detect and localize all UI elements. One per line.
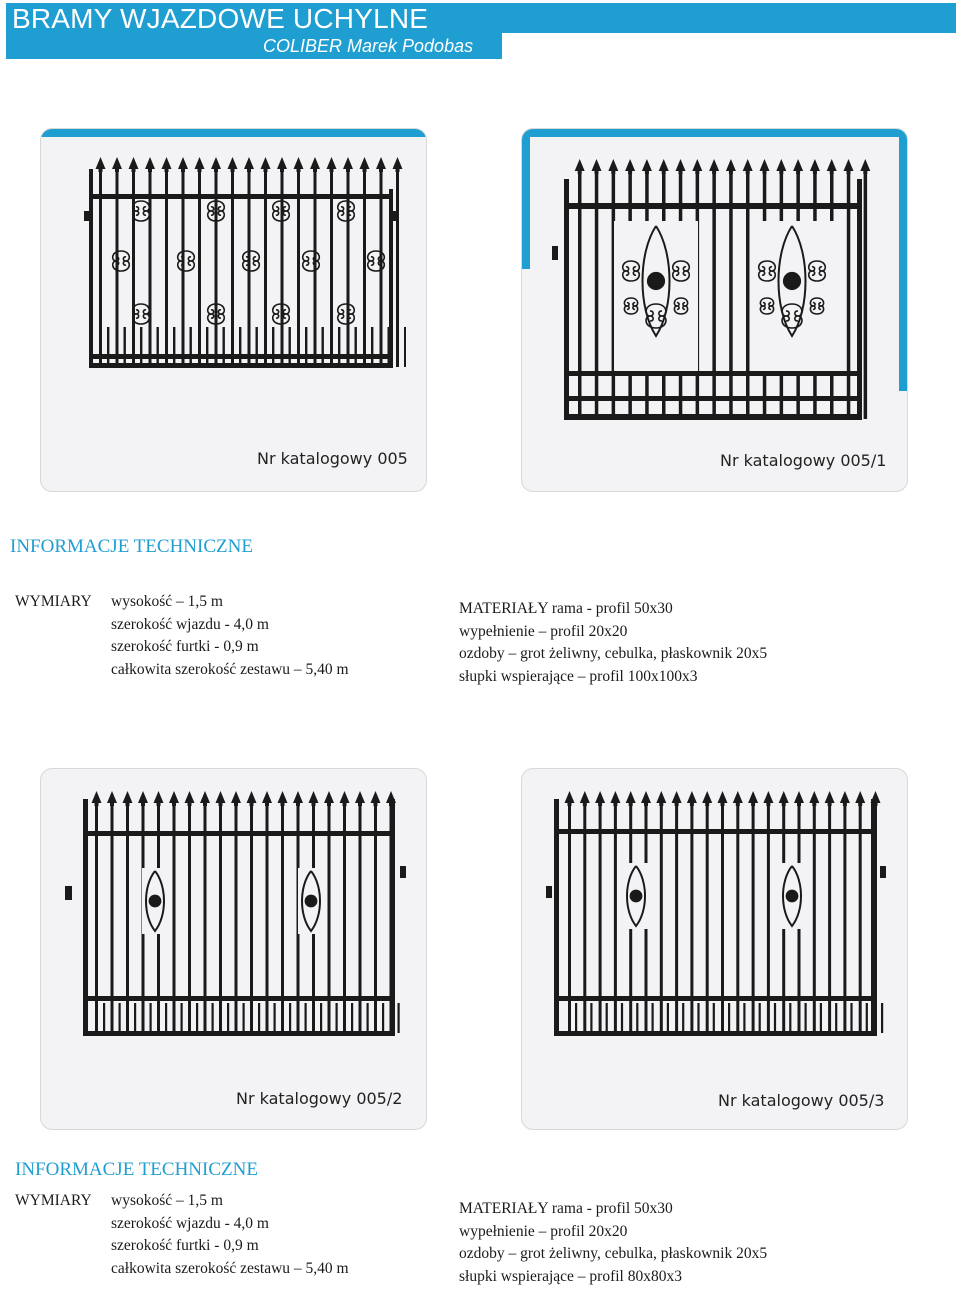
dimension-item: szerokość wjazdu - 4,0 m <box>111 615 269 633</box>
card-accent <box>41 129 426 137</box>
material-item: MATERIAŁY rama - profil 50x30 <box>459 600 673 617</box>
dimension-item: całkowita szerokość zestawu – 5,40 m <box>111 1259 349 1277</box>
gate-image <box>544 151 884 429</box>
catalog-number: Nr katalogowy 005/1 <box>720 451 887 470</box>
dimensions-list <box>111 1190 349 1280</box>
card-accent-side <box>899 129 907 391</box>
dimensions-label: WYMIARY <box>15 593 92 610</box>
material-item: słupki wspierające – profil 80x80x3 <box>459 1267 682 1285</box>
materials-list <box>459 1198 767 1288</box>
material-item: słupki wspierające – profil 100x100x3 <box>459 667 698 685</box>
catalog-number: Nr katalogowy 005/3 <box>718 1091 885 1110</box>
gate-card-005 <box>40 128 427 492</box>
page-title: BRAMY WJAZDOWE UCHYLNE <box>12 3 429 34</box>
material-item: ozdoby – grot żeliwny, cebulka, płaskownik 20x5 <box>459 1245 768 1262</box>
material-item: wypełnienie – profil 20x20 <box>459 622 628 640</box>
dimensions-list <box>111 591 349 681</box>
section-heading: INFORMACJE TECHNICZNE <box>10 536 253 557</box>
dimension-item: wysokość – 1,5 m <box>111 1192 223 1209</box>
dimension-item: szerokość furtki - 0,9 m <box>111 1237 259 1254</box>
card-accent-side <box>522 129 530 269</box>
gate-image <box>544 791 889 1041</box>
dimensions-label: WYMIARY <box>15 1192 92 1209</box>
dimension-item: szerokość wjazdu - 4,0 m <box>111 1214 269 1232</box>
company-name: COLIBER Marek Podobas <box>263 36 474 56</box>
gate-card-005-2 <box>40 768 427 1130</box>
page-header <box>6 3 956 55</box>
gate-image <box>61 149 406 399</box>
dimension-item: szerokość furtki - 0,9 m <box>111 638 259 655</box>
gate-card-005-1 <box>521 128 908 492</box>
catalog-number: Nr katalogowy 005/2 <box>236 1089 403 1108</box>
materials-list <box>459 598 767 688</box>
gate-card-005-3 <box>521 768 908 1130</box>
material-item: MATERIAŁY rama - profil 50x30 <box>459 1200 673 1217</box>
dimension-item: wysokość – 1,5 m <box>111 593 223 610</box>
section-heading: INFORMACJE TECHNICZNE <box>15 1159 258 1180</box>
gate-image <box>63 791 408 1041</box>
catalog-number: Nr katalogowy 005 <box>257 449 408 468</box>
dimension-item: całkowita szerokość zestawu – 5,40 m <box>111 660 349 678</box>
card-accent <box>522 129 907 137</box>
material-item: wypełnienie – profil 20x20 <box>459 1222 628 1240</box>
material-item: ozdoby – grot żeliwny, cebulka, płaskownik 20x5 <box>459 645 768 662</box>
